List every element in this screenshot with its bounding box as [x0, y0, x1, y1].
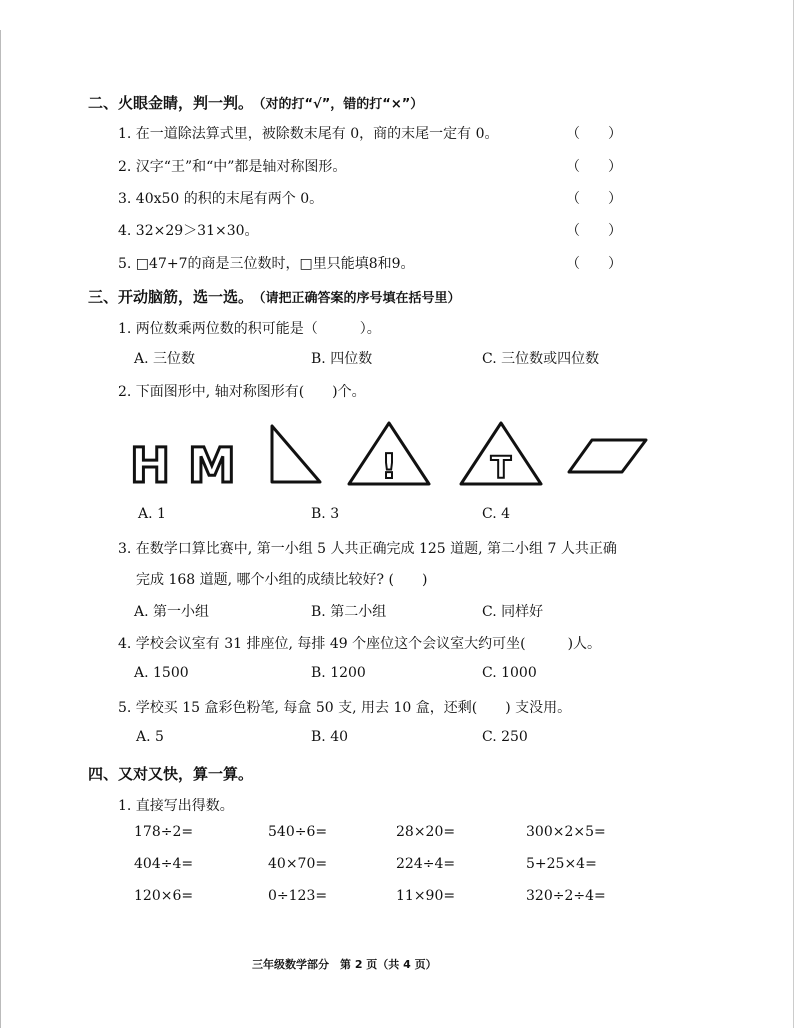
choice-q1-option-b[interactable]: B. 四位数: [311, 351, 373, 367]
calc-expression: 300×2×5=: [526, 824, 606, 840]
judge-item-3: 3. 40x50 的积的末尾有两个 0。: [118, 191, 324, 207]
calc-q1: 1. 直接写出得数。: [118, 798, 234, 814]
choice-q2-option-c[interactable]: C. 4: [482, 506, 511, 522]
right-triangle-figure: [268, 422, 324, 486]
choice-q4: 4. 学校会议室有 31 排座位, 每排 49 个座位这个会议室大约可坐( )人。: [118, 636, 602, 652]
calc-expression: 5+25×4=: [526, 856, 597, 872]
calc-expression: 11×90=: [396, 888, 456, 904]
page-footer: 三年级数学部分 第 2 页（共 4 页）: [252, 958, 437, 971]
calc-expression: 540÷6=: [268, 824, 328, 840]
judge-item-2: 2. 汉字“王”和“中”都是轴对称图形。: [118, 159, 347, 175]
judge-item-1: 1. 在一道除法算式里，被除数末尾有 0，商的末尾一定有 0。: [118, 126, 499, 142]
choice-q3-option-c[interactable]: C. 同样好: [482, 604, 544, 620]
section-2-title: 二、火眼金睛，判一判。: [88, 94, 254, 112]
section-4-title: 四、又对又快，算一算。: [88, 765, 254, 783]
choice-q2-option-a[interactable]: A. 1: [138, 506, 166, 522]
section-2-heading: [88, 92, 423, 113]
section-3-note: （请把正确答案的序号填在括号里）: [259, 291, 461, 306]
choice-q5-option-c[interactable]: C. 250: [482, 729, 528, 745]
judge-item-4: 4. 32×29＞31×30。: [118, 223, 259, 239]
letter-t: T: [490, 451, 512, 486]
judge-answer-1[interactable]: （ ）: [566, 126, 622, 142]
parallelogram-figure: [566, 436, 650, 476]
section-3-heading: [88, 286, 461, 307]
choice-q5-option-b[interactable]: B. 40: [311, 729, 349, 745]
judge-answer-3[interactable]: （ ）: [566, 191, 622, 207]
choice-q3-line2: 完成 168 道题, 哪个小组的成绩比较好? ( ): [136, 572, 428, 588]
calc-expression: 404÷4=: [134, 856, 194, 872]
calc-expression: 28×20=: [396, 824, 456, 840]
calc-expression: 224÷4=: [396, 856, 456, 872]
choice-q4-option-c[interactable]: C. 1000: [482, 665, 537, 681]
triangle-exclamation-figure: [346, 420, 432, 488]
page-left-edge: [0, 30, 1, 1028]
choice-q4-option-a[interactable]: A. 1500: [134, 665, 189, 681]
calc-expression: 178÷2=: [134, 824, 194, 840]
letter-m: M: [188, 438, 236, 486]
judge-answer-4[interactable]: （ ）: [566, 223, 622, 239]
choice-q3-option-b[interactable]: B. 第二小组: [311, 604, 387, 620]
choice-q3-line1: 3. 在数学口算比赛中, 第一小组 5 人共正确完成 125 道题, 第二小组 7 人共正确: [118, 541, 617, 557]
choice-q2-option-b[interactable]: B. 3: [311, 506, 340, 522]
choice-q5: 5. 学校买 15 盒彩色粉笔, 每盒 50 支, 用去 10 盒，还剩( ) 支没用。: [118, 700, 572, 716]
choice-q3-option-a[interactable]: A. 第一小组: [134, 604, 210, 620]
choice-q5-option-a[interactable]: A. 5: [136, 729, 164, 745]
letter-h: H: [130, 438, 171, 486]
triangle-t-figure: [458, 420, 544, 488]
outlined-letters-hm-figure: [128, 438, 238, 486]
calc-expression: 0÷123=: [268, 888, 328, 904]
choice-q2: 2. 下面图形中, 轴对称图形有( )个。: [118, 384, 366, 400]
calc-expression: 40×70=: [268, 856, 328, 872]
calc-expression: 120×6=: [134, 888, 194, 904]
exclamation-mark: !: [381, 447, 397, 487]
choice-q4-option-b[interactable]: B. 1200: [311, 665, 366, 681]
judge-answer-2[interactable]: （ ）: [566, 159, 622, 175]
judge-answer-5[interactable]: （ ）: [566, 256, 622, 272]
choice-q1: 1. 两位数乘两位数的积可能是（ ）。: [118, 321, 381, 337]
calc-expression: 320÷2÷4=: [526, 888, 606, 904]
section-3-title: 三、开动脑筋，选一选。: [88, 288, 254, 306]
choice-q1-option-a[interactable]: A. 三位数: [134, 351, 196, 367]
choice-q1-option-c[interactable]: C. 三位数或四位数: [482, 351, 600, 367]
section-2-note: （对的打“√”，错的打“×”）: [259, 97, 424, 112]
judge-item-5: 5. □47+7的商是三位数时，□里只能填8和9。: [118, 256, 415, 272]
